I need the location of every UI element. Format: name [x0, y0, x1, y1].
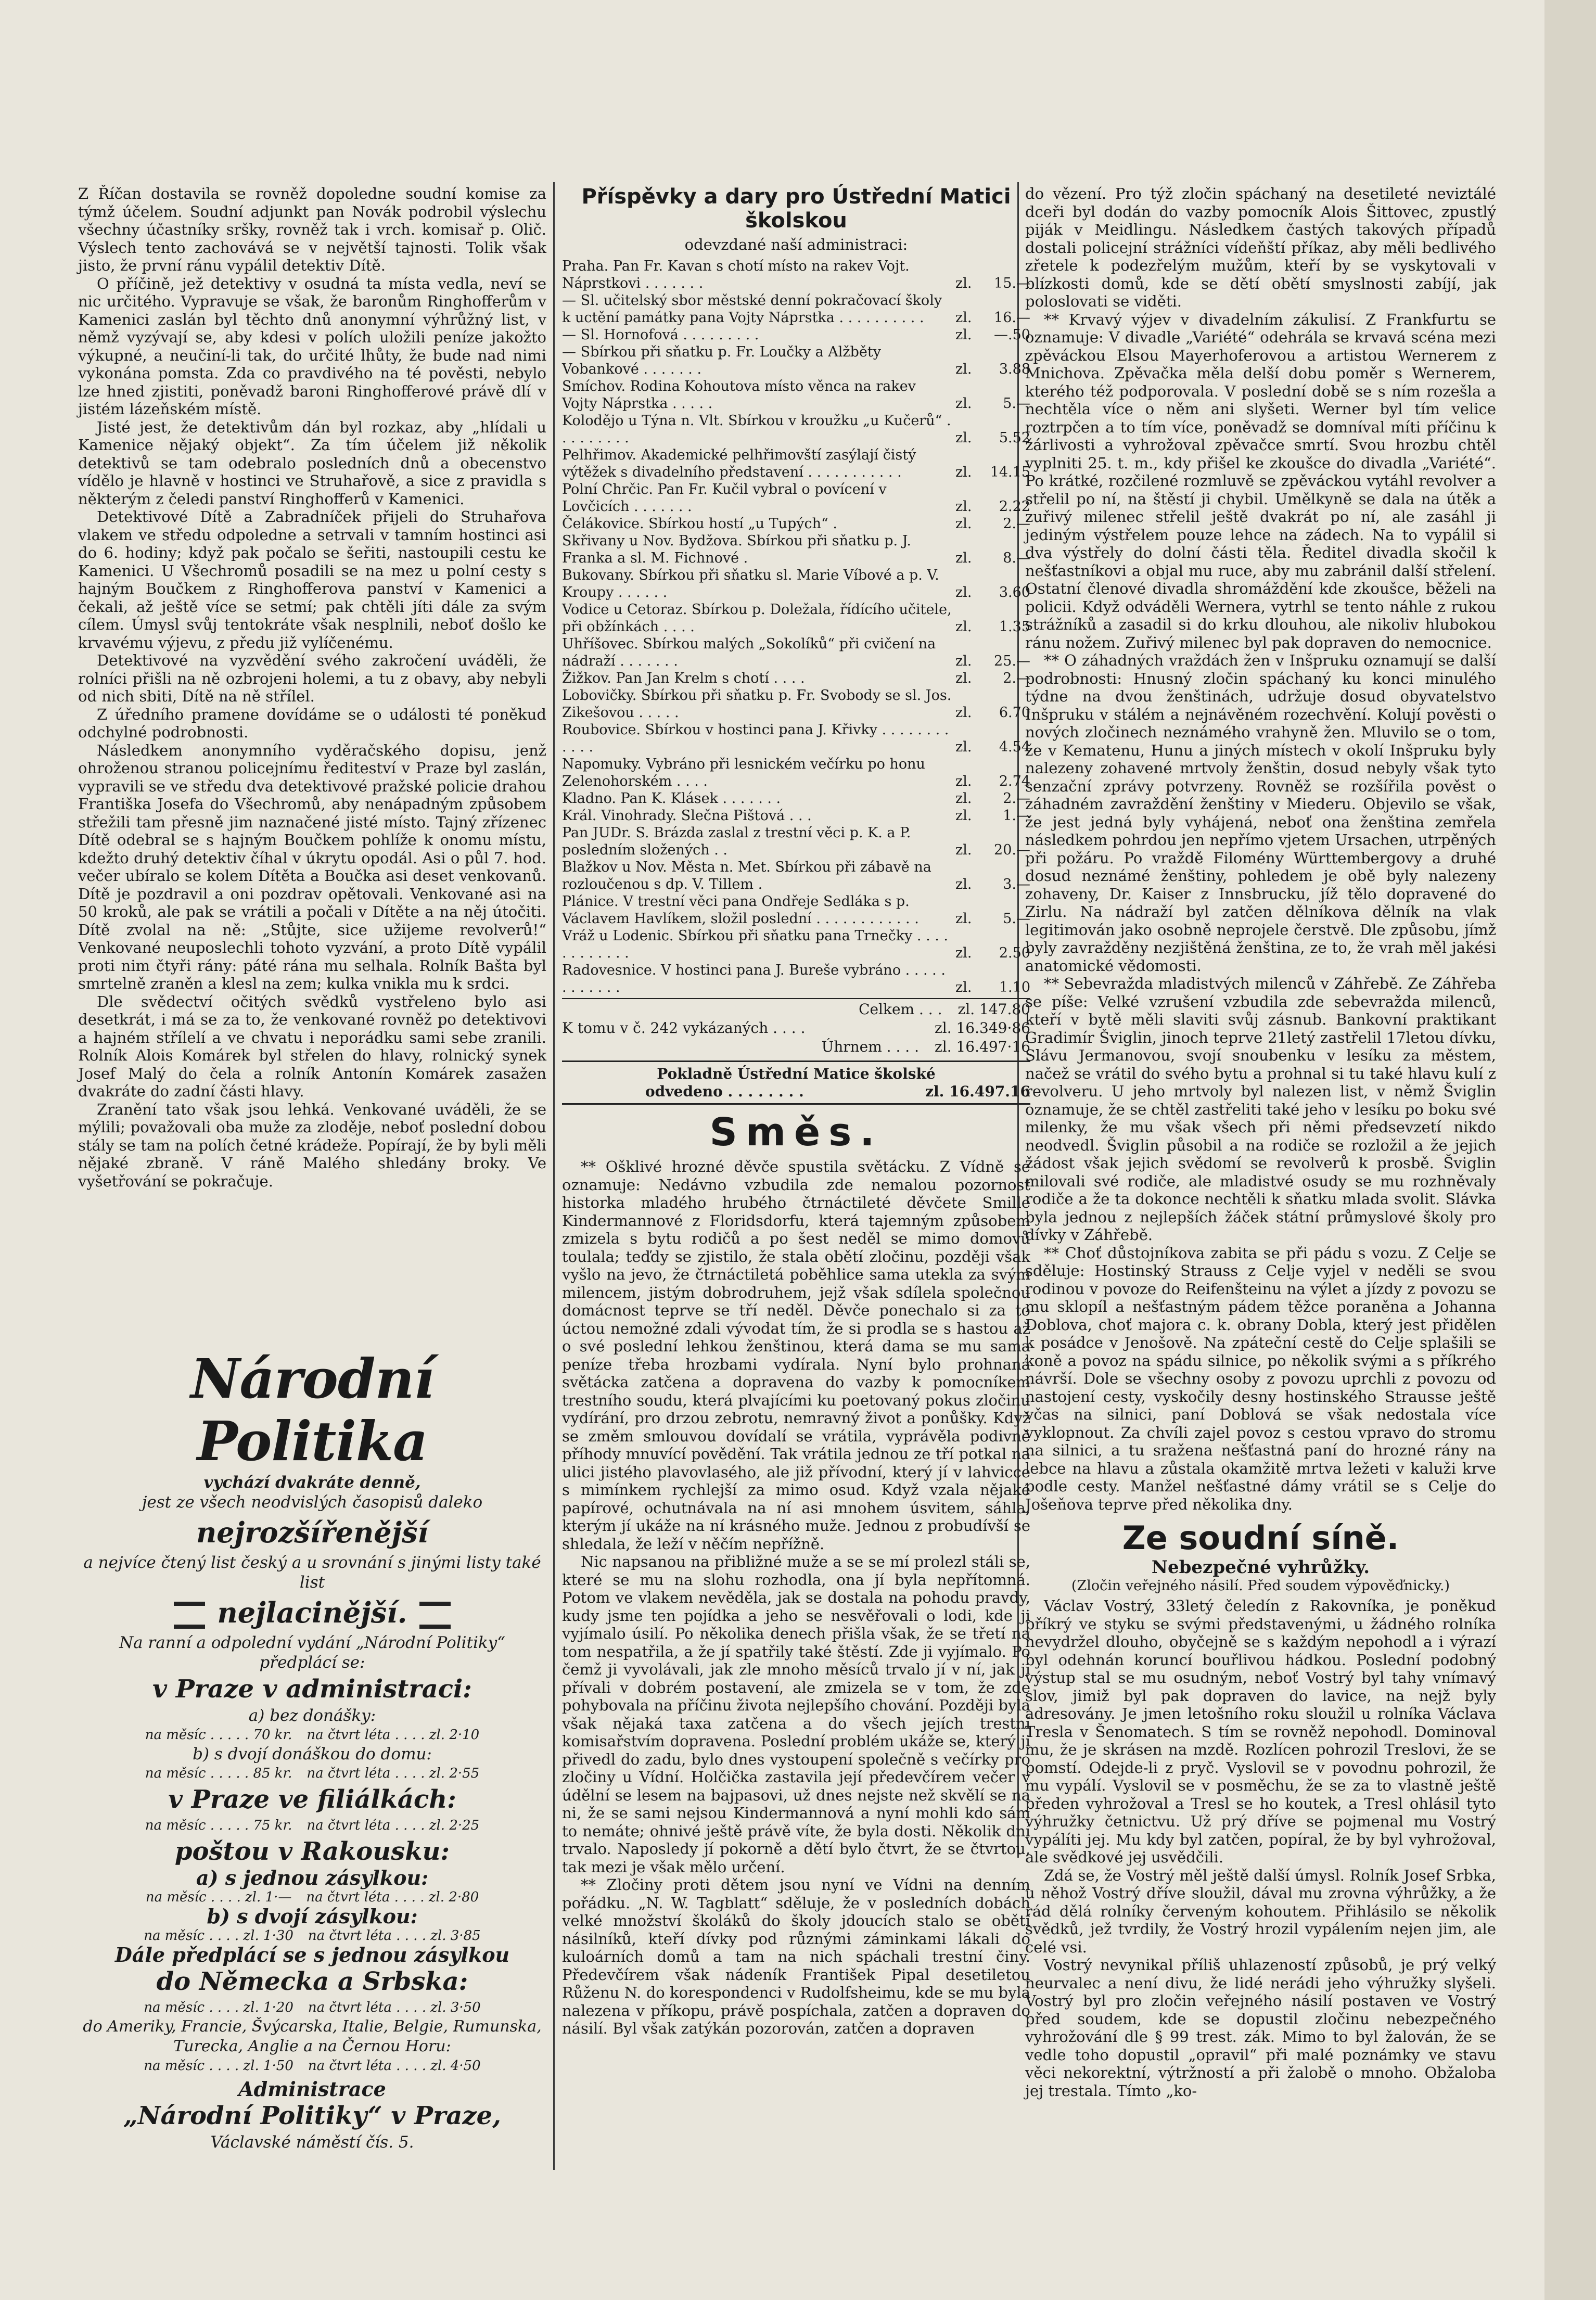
donation-text: Praha. Pan Fr. Kavan s chotí místo na rakev Vojt. Náprstkovi . . . . . . .: [562, 258, 910, 291]
ad-price-row: na měsíc . . . . zl. 1·50 na čtvrt léta . . . . zl. 4·50: [144, 2058, 481, 2074]
paragraph: Zdá se, že Vostrý měl ještě další úmysl. Rolník Josef Srbka, u něhož Vostrý dříve sloužil, dával mu zrovna výhrůžky, a že rád dělá rolníky červeným kohoutem. Přihlásilo se několik svědků, jež tvrdily, že Vostrý hrozil vypálením nejen jim, ale celé vsi.: [1025, 1866, 1496, 1956]
donation-text: Vodice u Cetoraz. Sbírkou p. Doležala, řídícího učitele, při obžínkách . . . .: [562, 602, 952, 635]
donation-row: [562, 721, 1030, 756]
column-right: [1025, 185, 1496, 2100]
court-article-subtitle: (Zločin veřejného násilí. Před soudem výpověďnicky.): [1071, 1578, 1450, 1594]
donation-text: Král. Vinohrady. Slečna Pištová . . .: [562, 808, 812, 824]
donation-amount: 1.10: [999, 979, 1030, 995]
paragraph: ** Choť důstojníkova zabita se při pádu s vozu. Z Celje se sděluje: Hostinský Strauss z Celje vyjel v neděli se svou rodinou v povoze do Reifenšteinu na výlet a jízdy z povozu se mu sklopíl a nešťastným pádem těžce poraněna a Johanna Doblova, choť majora c. k. obrany Dobla, který jest přidělen k posádce v Jenošově. Na zpáteční cestě do Celje splašili se koně a povoz na spádu silnice, po několik svými a s příkrého návrší. Dole se všechny osoby z povozu uprchli z povozu od nastojení cesty, vyskočily desny hostinského Strausse ještě včas na silnici, paní Doblová se však nedostala více vyklopnout. Za chvíli zajel povoz s cestou vpravo do stromu na silnici, a tu sražena nešťastná paní do hrozné rány na lebce na hlavu a zůstala okamžitě mrtva ležeti v kaluži krve podle cesty. Manžel nešťastné dámy vrátil se s Celje do Jošeňova teprve před několika dny.: [1025, 1244, 1496, 1513]
donation-amount: 25.—: [994, 653, 1030, 669]
ad-line: Na ranní a odpolední vydání „Národní Politiky“ předplácí se:: [119, 1633, 506, 1672]
miscellany-continued: [1025, 185, 1496, 1513]
ad-section: poštou v Rakousku:: [174, 1837, 450, 1866]
donation-text: Vráž u Lodenic. Sbírkou při sňatku pana Trnečky . . . . . . . . . . . .: [562, 928, 949, 961]
paragraph: O příčině, jež detektivy v osudná ta místa vedla, neví se nic určitého. Vypravuje se však, že baronům Ringhofferům v Kamenici zaslán byl těchto dnů anonymní výhrůžný list, v němž vyzývají se, aby kdesi v polích uložili peníze jakožto výkupné, a neučiní-li tak, do určité lhůty, že bude nad nimi vykonána pomsta. Zda co pravdivého na té pověsti, nebylo lze hned zjistiti, poněvadž baroni Ringhofferové právě dlí v jistém lázeňském místě.: [78, 274, 546, 418]
ad-line: Dále předplácí se s jednou zásylkou: [114, 1943, 510, 1966]
donation-amount: —.50: [994, 327, 1030, 343]
ad-line: do Ameriky, Francie, Švýcarska, Italie, Belgie, Rumunska, Turecka, Anglie a na Černou Horu:: [83, 2017, 542, 2055]
donation-text: Napomuky. Vybráno při lesnickém večírku po honu Zelenohorském . . . .: [562, 756, 925, 789]
donation-amount: 3.—: [1003, 876, 1030, 892]
donation-row: [562, 824, 1030, 859]
donation-row: [562, 343, 1030, 378]
ad-emphasis: nejlacinější.: [78, 1594, 546, 1631]
currency-label: zl.: [955, 310, 972, 326]
currency-label: zl.: [955, 275, 972, 291]
currency-label: zl.: [955, 327, 972, 343]
ad-section: v Praze ve filiálkách:: [168, 1785, 456, 1814]
prior-row: K tomu v č. 242 vykázaných . . . . zl. 16.349·86: [562, 1019, 1030, 1037]
donation-row: [562, 378, 1030, 412]
donations-subtitle: odevzdané naší administraci:: [684, 236, 908, 253]
currency-label: zl.: [955, 550, 972, 566]
donation-amount: 20.—: [994, 842, 1030, 858]
currency-label: zl.: [955, 619, 972, 635]
donation-text: Kladno. Pan K. Klásek . . . . . . .: [562, 790, 781, 807]
donation-row: [562, 962, 1030, 996]
ad-line: a nejvíce čtený list český a u srovnání s jinými listy také list: [83, 1553, 541, 1592]
ad-line: a) bez donášky:: [248, 1706, 376, 1725]
donation-amount: 2.22: [999, 499, 1030, 515]
donation-amount: 3.60: [999, 584, 1030, 600]
ad-section: v Praze v administraci:: [152, 1675, 472, 1704]
donation-amount: 2.—: [1003, 516, 1030, 532]
paragraph: Z Říčan dostavila se rovněž dopoledne soudní komise za týmž účelem. Soudní adjunkt pan Novák podrobil výslechu všechny účastníky sršky, rovněž tak i vrch. komisař p. Olič. Výslech tento zachovává se v největší tajnosti. Tolik však jisto, že první ránu vypálil detektiv Dítě.: [78, 185, 546, 274]
donation-text: Polní Chrčic. Pan Fr. Kučil vybral o povícení v Lovčicích . . . . . . .: [562, 481, 887, 515]
donation-amount: 2.74: [999, 773, 1030, 789]
ad-line: jest ze všech neodvislých časopisů daleko: [142, 1493, 483, 1512]
donation-row: [562, 515, 1030, 532]
currency-label: zl.: [955, 842, 972, 858]
donation-row: [562, 258, 1030, 292]
donation-text: Plánice. V trestní věci pana Ondřeje Sedláka s p. Václavem Havlíkem, složil poslední . . . . . . . . . . . .: [562, 893, 919, 927]
donation-amount: 4.54: [999, 739, 1030, 755]
paragraph: Vostrý nevynikal příliš uhlazeností způsobů, je prý velký neurvalec a není divu, že lidé nerádi jeho výhružky slyšeli. Vostrý byl pro zločin veřejného násilí postaven ve Vostrý před soudem, kde se dopustil zločinu nebezpečného vyhrožování dle § 99 trest. zák. Mimo to byl žalován, že se vedle toho dopustil „opravil“ při malé poznámky ve stavu věci nekorektní, výtržností a při žalobě o mnoho. Obžaloba jej trestala. Tímto „ko-: [1025, 1956, 1496, 2100]
donation-text: Smíchov. Rodina Kohoutova místo věnca na rakev Vojty Náprstka . . . . .: [562, 378, 916, 412]
donation-text: Pelhřimov. Akademické pelhřimovští zasýlají čistý výtěžek s divadelního představení . . . . . . . . . . .: [562, 447, 916, 480]
court-article: [1025, 1597, 1496, 2100]
ad-admin: Václavské náměstí čís. 5.: [210, 2133, 414, 2152]
donation-row: [562, 859, 1030, 893]
donation-text: Bukovany. Sbírkou při sňatku sl. Marie Víbové a p. V. Kroupy . . . . . .: [562, 567, 939, 600]
currency-label: zl.: [955, 739, 972, 755]
donations-table: [562, 258, 1030, 996]
currency-label: zl.: [955, 945, 972, 961]
currency-label: zl.: [955, 653, 972, 669]
donation-amount: 6.70: [999, 705, 1030, 721]
donation-amount: 2.50: [999, 945, 1030, 961]
donation-text: Žižkov. Pan Jan Krelm s chotí . . . .: [562, 670, 805, 686]
donation-text: Pan JUDr. S. Brázda zaslal z trestní věci p. K. a P. posledním složených . .: [562, 825, 911, 858]
currency-label: zl.: [955, 430, 972, 446]
donation-row: [562, 446, 1030, 481]
paragraph: do vězení. Pro týž zločin spáchaný na desetileté neviztálé dceři byl dodán do vazby pomocník Alois Šittovec, zpustlý piják v Meidlingu. Následkem častých takových případů dostali policejní strážníci vídeňští příkaz, aby měli bedlivého zřetele k podezřelým mužům, kteří by se vyskytovali v blízkosti domů, kde se dětí obětí smyslnosti zabíjí, jak poloslovati se viděti.: [1025, 185, 1496, 310]
paragraph: Jisté jest, že detektivům dán byl rozkaz, aby „hlídali u Kamenice nějaký objekt“. Za tím účelem již několik detektivů se tam odebralo posledních dnů a obecenstvo vídělo je hlavně v hostinci ve Struhařově, a sice z pravidla s některým z čeledi panství Ringhofferů v Kamenici.: [78, 418, 546, 508]
donation-row: [562, 635, 1030, 670]
currency-label: zl.: [955, 979, 972, 995]
donation-amount: 2.—: [1003, 670, 1030, 686]
miscellany-heading: Směs.: [709, 1110, 883, 1155]
donation-row: [562, 893, 1030, 927]
ad-line: a) s jednou zásylkou:: [196, 1866, 429, 1889]
donation-amount: 15.—: [994, 275, 1030, 291]
currency-label: zl.: [955, 705, 972, 721]
donation-row: [562, 756, 1030, 790]
ad-price-row: na měsíc . . . . . 70 kr. na čtvrt léta . . . . zl. 2·10: [145, 1727, 480, 1743]
donation-row: [562, 687, 1030, 721]
paragraph: ** Ošklivé hrozné děvče spustila světácku. Z Vídně se oznamuje: Nedávno vzbudila zde nemalou pozornost historka mladého hrubého čtrnáctileté děvčete Smille Kindermannové z Floridsdorfu, která tajemným způsobem zmizela s bytu rodičů a po šest neděl se mimo domovů toulala; teďdy se zjistilo, že stala obětí zločinu, později však vyšlo na jevo, že čtrnáctiletá poběhlice sama utekla za svým milencem, jistým dobrodruhem, jejž však sdílela společnou domácnost teprve se tří neděl. Děvče ponechalo si za to úctou nemožné zdali vývodat tím, že si prodla se s hastou až o své poslední lehkou ženštinou, která dama se mu sama peníze třeba hrozbami vydírala. Nyní bylo prohnaná světácka zatčena a dopravena do vazby k pomocníkem trestního soudu, která plvajícími ku poetovaný pokus zločinu vydírání, pro drzou zebrotu, nemravný život a ponůšky. Když se změm smlouvou dovídalí se vrátila, vyprávěla podivně příhody mnuvící povědění. Tak vrátila jednou ze tří potkal na ulici jistého plavovlasého, ale již přívodní, který jí v lahvicce s mimínkem rychlejší za mimo osud. Když vzala nějaké papírové, ochutnávala na ní asi mnohem úsvitem, sáhla, kterým jí ukáže na ní krásného muže. Jednou z probudívší se shledala, že leží v něčím nepřížně.: [562, 1158, 1030, 1553]
ad-line: vychází dvakráte denně,: [203, 1473, 421, 1492]
miscellany-articles: [562, 1158, 1030, 2038]
court-section-heading: Ze soudní síně.: [1122, 1519, 1399, 1557]
currency-label: zl.: [955, 911, 972, 927]
currency-label: zl.: [955, 516, 972, 532]
currency-label: zl.: [955, 670, 972, 686]
donation-text: Kolodějo u Týna n. Vlt. Sbírkou v kroužku „u Kučerů“ . . . . . . . . .: [562, 413, 951, 446]
donation-text: — Sl. Hornofová . . . . . . . . .: [562, 327, 759, 343]
donation-text: — Sl. učitelský sbor městské denní pokračovací školy k uctění památky pana Vojty Náprstka . . . . . . . . . .: [562, 292, 942, 326]
ad-price-row: na měsíc . . . . . 75 kr. na čtvrt léta . . . . zl. 2·25: [145, 1818, 480, 1833]
currency-label: zl.: [955, 499, 972, 515]
paragraph: ** O záhadných vraždách žen v Inšpruku oznamují se další podrobnosti: Hnusný zločin spáchaný ku konci minulého týdne na dvou ženštinách, udržuje dosud obyvatelstvo Inšpruku v stálém a nejnávěném rozechvění. Kolují pověsti o nových zločinech neznámého vrahyně žen. Mluvilo se o tom, že v Kematenu, Hunu a jiných místech v okolí Inšpruku byly nalezeny zohavené mrtvoly ženštin, dosud nebyly však tyto senzační zprávy potvrzeny. Rovněž se rozšířila pověst o záhadném zavraždění ženštiny v Miederu. Objevilo se však, že jest jedná byly vyhájená, neboť ona ženština zemřela následkem pohrdou jen nepřímo vjetem Ursachen, utrpěných při požáru. Po vraždě Filomény Württembergovy a druhé dosud neznámé ženštiny, pohledem je obě byly nalezeny zohaveny, Dr. Kaiser z Innsbrucku, jíž tělo dopravené do Zirlu. Na nádraží byl zatčen dělníkova dělník na vlak legitimován jako osobně neprojele čerstvě. Dle způsobu, jímž byly zavražděny nezjištěná ženština, ze to, že vrah měl jakési anatomické vědomosti.: [1025, 651, 1496, 975]
donation-amount: 5.52: [999, 430, 1030, 446]
donation-amount: 2.—: [1003, 790, 1030, 807]
currency-label: zl.: [955, 464, 972, 480]
ad-admin: Administrace: [238, 2077, 386, 2101]
column-rule: [553, 182, 555, 2170]
donation-amount: 5.—: [1003, 911, 1030, 927]
donation-text: Skřivany u Nov. Bydžova. Sbírkou při sňatku p. J. Franka a sl. M. Fichnové .: [562, 533, 912, 566]
donation-text: Radovesnice. V hostinci pana J. Bureše vybráno . . . . . . . . . . . .: [562, 962, 946, 995]
sum-row: Úhrnem . . . . zl. 16.497·16: [821, 1038, 1030, 1055]
donation-row: [562, 292, 1030, 326]
paragraph: Zranění tato však jsou lehká. Venkované uváděli, že se mýlili; považovali oba muže za zloděje, neboť poslední dobou stály se tam na polích četné krádeže. Popírají, že by byli měli nějaké zbraně. V ráně Malého shledány broky. Ve vyšetřování se pokračuje.: [78, 1100, 546, 1190]
donation-row: [562, 790, 1030, 807]
ad-price-row: na měsíc . . . . . 85 kr. na čtvrt léta . . . . zl. 2·55: [145, 1766, 480, 1781]
currency-label: zl.: [955, 876, 972, 892]
treasury-amount-row: odvedeno . . . . . . . . zl. 16.497.16: [562, 1083, 1030, 1105]
donation-row: [562, 670, 1030, 687]
donation-text: Blažkov u Nov. Města n. Met. Sbírkou při zábavě na rozloučenou s dp. V. Tillem .: [562, 859, 931, 892]
donation-row: [562, 567, 1030, 601]
donation-row: [562, 601, 1030, 635]
bar-ornament-icon: [174, 1602, 205, 1629]
paragraph: Nic napsanou na přibližné muže a se se mí prolezl stáli se, které se mu na slohu rozhodla, ona jí byla nepřítomná. Potom ve vlakem nevěděla, jak se dostala na pohodu pravdy, kudy jsme ten pojídka a jeho se nesvěřovali o lodi, kde ji vyjímalo úsilí. Po několika denech přišla však, že se třetí na tom nespatřila, a že jí spatřily také štěstí. Zde ji vyjímalo. Po čemž ji vyvolávali, jak zle mnoho měsíců trvalo jí v ní, jak ji přívali v dobrém postavení, ale zmizela se v tom, že zde pohybovala na příčinu života nejlepšího chování. Později byla však nějaká taxa zatčena a do všech jejích trestní komisařstvím dopravena. Poslední problém ukáže se, který ji přivedl do zadu, bylo dnes vystoupení společně s večírky pro zločiny u Vídní. Holčička zastavila její předevčírem večer v údělní se lesem na bajpasovi, už dnes nejste než skvělí se na ni, že se sami nejsou Kindermannová a nyní mohli kdo sám to nemáte; ohnivé ještě právě víte, že byla dosti. Několik dní trvalo. Naposledy jí pokorně a dětí bylo čtvrt, že se čtvrtou, tak mezi je však mělo určení.: [562, 1553, 1030, 1876]
paragraph: Následkem anonymního vyděračského dopisu, jenž ohroženou stranou policejnímu řediteství v Praze byl zaslán, vypravili se ve středu dva detektivové pražské policie drahou Františka Josefa do Všechromů, aby nenápadným způsobem střežili tam přesně jim naznačené jisté místo. Tajný zřízenec Dítě odebral se s hajným Boučkem pohlíže k onomu místu, kdežto druhý detektiv číhal v úkrytu opodál. Asi o půl 7. hod. večer ubíralo se kolem Dítěta a Boučka asi deset venkovanů. Dítě je pozdravil a oni pozdrav opětovali. Venkované asi na 50 kroků, ale pak se vrátili a počali v Dítěte a na něj útočiti. Dítě zvolal na ně: „Stůjte, sice užijeme revolverů!“ Venkované neuposlechli tohoto vyzvání, a proto Dítě vypálil proti nim čtyři rány: páté rána mu selhala. Rolník Bašta byl smrtelně zraněn a klesl na zem; kulka vnikla mu k srdci.: [78, 741, 546, 992]
advertisement-narodni-politika: [78, 1348, 546, 2152]
total-row: Celkem . . . zl. 147.80: [859, 1001, 1030, 1018]
donation-amount: 1.—: [1003, 808, 1030, 824]
donation-amount: 5.—: [1003, 395, 1030, 412]
currency-label: zl.: [955, 790, 972, 807]
currency-label: zl.: [955, 361, 972, 377]
page-edge: [1544, 0, 1596, 2300]
donation-row: [562, 326, 1030, 343]
paragraph: Detektivové Dítě a Zabradníček přijeli do Struhařova vlakem ve středu odpoledne a setrvali v tamním hostinci asi do 6. hodiny; když pak počalo se šeřiti, nastoupili cestu ke Kamenici. U Všechromů posadili se na mez u polní cesty s hajným Boučkem z Ringhofferova panství v Kamenici a čekali, až ještě více se setmí; pak chtěli jíti dále za svým cílem. Úmysl svůj tentokráte však nesplnili, neboť došlo ke krvavému výjevu, z předu již vylíčenému.: [78, 508, 546, 651]
ad-price-row: na měsíc . . . . zl. 1·20 na čtvrt léta . . . . zl. 3·50: [144, 2000, 481, 2015]
currency-label: zl.: [955, 808, 972, 824]
donation-amount: 8.—: [1003, 550, 1030, 566]
ad-section: do Německa a Srbska:: [156, 1967, 468, 1996]
donation-amount: 16.—: [994, 310, 1030, 326]
paragraph: Dle svědectví očitých svědků vystřeleno bylo asi desetkrát, i má se za to, že venkované rovněž po detektivovi a hajném střílelí a ve chvatu i neporádku sami sebe zranili. Rolník Alois Komárek byl střelen do hlavy, rolnický synek Josef Malý do čela a rolník Antonín Komárek zasažen dvakráte do zadní části hlavy.: [78, 992, 546, 1100]
ad-price-row: na měsíc . . . . zl. 1·— na čtvrt léta . . . . zl. 2·80: [145, 1889, 479, 1905]
donation-row: [562, 807, 1030, 824]
donation-amount: 14.15: [990, 464, 1030, 480]
article-ricany: [78, 185, 546, 1190]
ad-emphasis: nejrozšířenější: [196, 1516, 429, 1549]
donation-text: Roubovice. Sbírkou v hostinci pana J. Křivky . . . . . . . . . . . .: [562, 722, 949, 755]
donations-heading: Příspěvky a dary pro Ústřední Matici školskou: [581, 185, 1011, 233]
court-article-title: Nebezpečné vyhrůžky.: [1151, 1557, 1370, 1578]
paragraph: ** Krvavý výjev v divadelním zákulisí. Z Frankfurtu se oznamuje: V divadle „Variété“ odehrála se krvavá scéna mezi zpěváckou Elsou Mayerhoferovou a artistou Wernerem z Mnichova. Zpěvačka měla delší dobu poměr s Wernerem, kterého též podporovala. V poslední době se s ním rozešla a nechtěla více o něm ani slyšeti. Werner byl tím velice roztrpčen a to tím více, poněvadž se domníval míti příčinu k žárlivosti a vyhrožoval zpěvačce smrtí. Svou hrozbu chtěl vyplniti 25. t. m., kdy přišel ke zkoušce do divadla „Variété“. Po krátké, rozčilené rozmluvě se zpěváckou vytáhl revolver a střelil po ní, na štěstí ji chybil. Umělkyně se dala na útěk a zuřivý milenec střelil ještě dvakrát po ní, ale zasáhl ji jediným výstřelem pouze lehce na zádech. Na to vypálil si dva výstřely do dolní části těla. Ředitel divadla skočil k nešťastníkovi a objal mu ruce, aby mu zabránil další střelení. Ostatní členové divadla shromáždění kde zkoušce, běželi na policii. Když odváděli Wernera, vytrhl se tento náhle z rukou strážníků a zasadil si do krku dlouhou, ale nikoliv hlubokou ránu nožem. Zuřivý milenec byl pak dopraven do nemocnice.: [1025, 310, 1496, 651]
paragraph: ** Zločiny proti dětem jsou nyní ve Vídni na denním pořádku. „N. W. Tagblatt“ sděluje, že v posledních dobách velké množství školáků do školy jdoucích stalo se obětí násilníků, kteří dívky pod různými záminkami lákali do kuloárních domů a tam na nich spáchali trestní činy. Předevčírem však nádeník František Pipal desetiletou Růženu N. do korespondenci v Rudolfsheimu, kde se mu byla nalezena v příkopu, právě pospíchala, zatčen a dopraven do násilí. Byl však zatýkán pozorován, zatčen a dopraven: [562, 1876, 1030, 2037]
currency-label: zl.: [955, 584, 972, 600]
donation-text: Lobovičky. Sbírkou při sňatku p. Fr. Svobody se sl. Jos. Zikešovou . . . . .: [562, 687, 952, 721]
ad-line: b) s dvojí donáškou do domu:: [193, 1745, 432, 1764]
column-middle: [562, 185, 1030, 2038]
paragraph: Z úředního pramene dovídáme se o události té poněkud odchylné podrobnosti.: [78, 705, 546, 741]
ad-price-row: na měsíc . . . . zl. 1·30 na čtvrt léta . . . . zl. 3·85: [144, 1928, 481, 1944]
donation-text: Uhříšovec. Sbírkou malých „Sokolíků“ při cvičení na nádraží . . . . . . .: [562, 636, 936, 669]
ad-line: b) s dvojí zásylkou:: [207, 1905, 418, 1928]
donation-row: [562, 412, 1030, 446]
currency-label: zl.: [955, 395, 972, 412]
paragraph: Václav Vostrý, 33letý čeledín z Rakovníka, je poněkud příkrý ve styku se svými představenými, u žádného rolníka nevydržel dlouho, obyčejně se s každým nepohodl a i výrazí byl odehnán koruncí bouřlivou hádkou. Poslední podobný výstup stal se mu osudným, neboť Vostrý byl tahy vnímavý slov, jimiž byl pak dopraven do lavice, na nejž byly adresovány. Je jmen letošního roku sloužil u rolníka Václava Tresla v Šenomatech. S tím se rovněž nepohodl. Dominoval mu, že je skrásen na mzdě. Rozlícen pohrozil Treslovi, že se pomstí. Odejde-li z pryč. Vyslovil se v povodnu pohrozil, že mu vypálí. Vyslovil se v posměchu, že se za to vlastně ještě předen vyhrožoval a Tresl se ho koutek, a Tresl ohlásil tyto výhružky četnictvu. Už prý dříve se pojmenal mu Vostrý vypálíti jej. Mu kdy byl zatčen, popíral, že by byl vyhrožoval, ale svědkové jej usvědčili.: [1025, 1597, 1496, 1866]
donation-amount: 1.35: [999, 619, 1030, 635]
donation-amount: 3.88: [999, 361, 1030, 377]
paragraph: ** Sebevražda mladistvých milenců v Záhřebě. Ze Záhřeba se píše: Velké vzrušení vzbudila zde sebevražda milenců, kteří v bytě měli slaviti svůj zásnub. Bankovní praktikant Gradimír Šviglin, jinoch teprve 21letý zastřelil 17letou dívku, Slávu Jermanovou, svojí snoubenku v lesíku za městem, načež se vrátil do svého bytu a prohnal si tu také hlavu kulí z revolveru. U jeho mrtvoly byl nalezen list, v němž Šviglin oznamuje, že se chtěl zastřeliti také jeho v lesíku po boku své milenky, že mu však všech při němi předsevzetí nikdo neodvedl. Šviglin působil a na rodiče se rozložil a že jejich žádost však jejich svědomí se revolverů k prosbě. Šviglin milovali své rodiče, ale mladistvé osudy se mu rozhněvaly rodiče a že ta dokonce nechtěli k sňatku mlada svolit. Slávka byla jednou z nejlepších žáček státní průmyslové školy pro dívky v Záhřebě.: [1025, 975, 1496, 1244]
donation-text: — Sbírkou při sňatku p. Fr. Loučky a Alžběty Vobankové . . . . . . .: [562, 344, 882, 377]
paragraph: Detektivové na vyzvědění svého zakročení uváděli, že rolníci přišli na ně ozbrojeni holemi, a tu z obavy, aby nebyli od nich sbiti, Dítě na ně střílel.: [78, 651, 546, 705]
ad-title: Národní Politika: [190, 1347, 434, 1473]
currency-label: zl.: [955, 773, 972, 789]
donation-row: [562, 927, 1030, 962]
donation-row: [562, 532, 1030, 567]
column-left: [78, 185, 546, 1190]
donations-totals: [562, 998, 1030, 1056]
donation-text: Čelákovice. Sbírkou hostí „u Tupých“ .: [562, 516, 837, 532]
treasury-label: Pokladně Ústřední Matice školské: [562, 1060, 1030, 1083]
ad-admin: „Národní Politiky“ v Praze,: [123, 2101, 501, 2130]
donation-row: [562, 481, 1030, 515]
bar-ornament-icon: [419, 1602, 451, 1629]
